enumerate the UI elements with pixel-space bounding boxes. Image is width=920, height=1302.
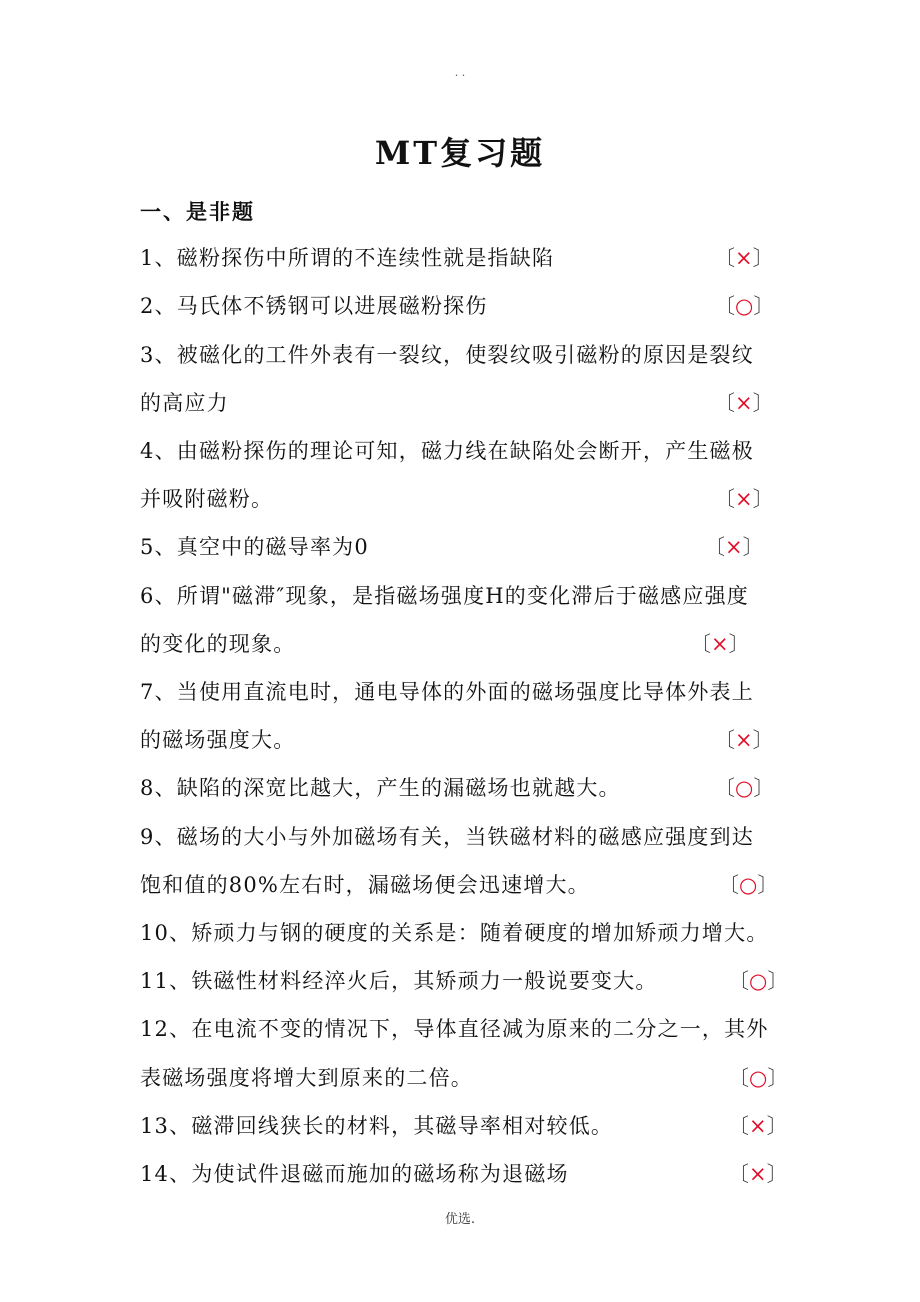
answer-mark: 〔×〕	[704, 535, 764, 559]
question-line: 的变化的现象。	[140, 632, 296, 656]
page-title: MT复习题	[374, 134, 546, 172]
answer-mark: 〔○〕	[714, 294, 775, 318]
answer-mark: 〔×〕	[728, 1114, 788, 1138]
question-line: 12、在电流不变的情况下，导体直径减为原来的二分之一，其外	[140, 1017, 769, 1041]
question-line: 的高应力	[140, 391, 229, 415]
answer-mark: 〔×〕	[714, 487, 774, 511]
question-line: 9、磁场的大小与外加磁场有关，当铁磁材料的磁感应强度到达	[140, 825, 754, 849]
question-line: 5、真空中的磁导率为0	[140, 535, 369, 559]
question-line: 并吸附磁粉。	[140, 487, 274, 511]
question-line: 饱和值的80%左右时，漏磁场便会迅速增大。	[140, 873, 590, 897]
question-line: 14、为使试件退磁而施加的磁场称为退磁场	[140, 1162, 569, 1186]
answer-mark: 〔×〕	[714, 728, 774, 752]
section-heading: 一、是非题	[140, 199, 255, 224]
question-line: 13、磁滞回线狭长的材料，其磁导率相对较低。	[140, 1114, 614, 1138]
answer-mark: 〔○〕	[728, 1066, 789, 1090]
answer-mark: 〔○〕	[718, 873, 779, 897]
question-line: 4、由磁粉探伤的理论可知，磁力线在缺陷处会断开，产生磁极	[140, 439, 754, 463]
page-footer: 优选.	[444, 1212, 476, 1227]
question-line: 表磁场强度将增大到原来的二倍。	[140, 1066, 473, 1090]
answer-mark: 〔×〕	[714, 391, 774, 415]
question-line: 10、矫顽力与钢的硬度的关系是：随着硬度的增加矫顽力增大。	[140, 921, 769, 945]
question-line: 的磁场强度大。	[140, 728, 296, 752]
question-line: 11、铁磁性材料经淬火后，其矫顽力一般说要变大。	[140, 969, 658, 993]
question-line: 7、当使用直流电时，通电导体的外面的磁场强度比导体外表上	[140, 680, 754, 704]
answer-mark: 〔○〕	[728, 969, 789, 993]
answer-mark: 〔×〕	[690, 632, 750, 656]
question-line: 8、缺陷的深宽比越大，产生的漏磁场也就越大。	[140, 776, 621, 800]
answer-mark: 〔○〕	[714, 776, 775, 800]
answer-mark: 〔×〕	[728, 1162, 788, 1186]
question-line: 1、磁粉探伤中所谓的不连续性就是指缺陷	[140, 246, 555, 270]
question-line: 3、被磁化的工件外表有一裂纹，使裂纹吸引磁粉的原因是裂纹	[140, 343, 754, 367]
question-line: 2、马氏体不锈钢可以进展磁粉探伤	[140, 294, 488, 318]
answer-mark: 〔×〕	[714, 246, 774, 270]
question-line: 6、所谓"磁滞″现象，是指磁场强度H的变化滞后于磁感应强度	[140, 584, 749, 608]
header-dots: . .	[454, 66, 466, 79]
